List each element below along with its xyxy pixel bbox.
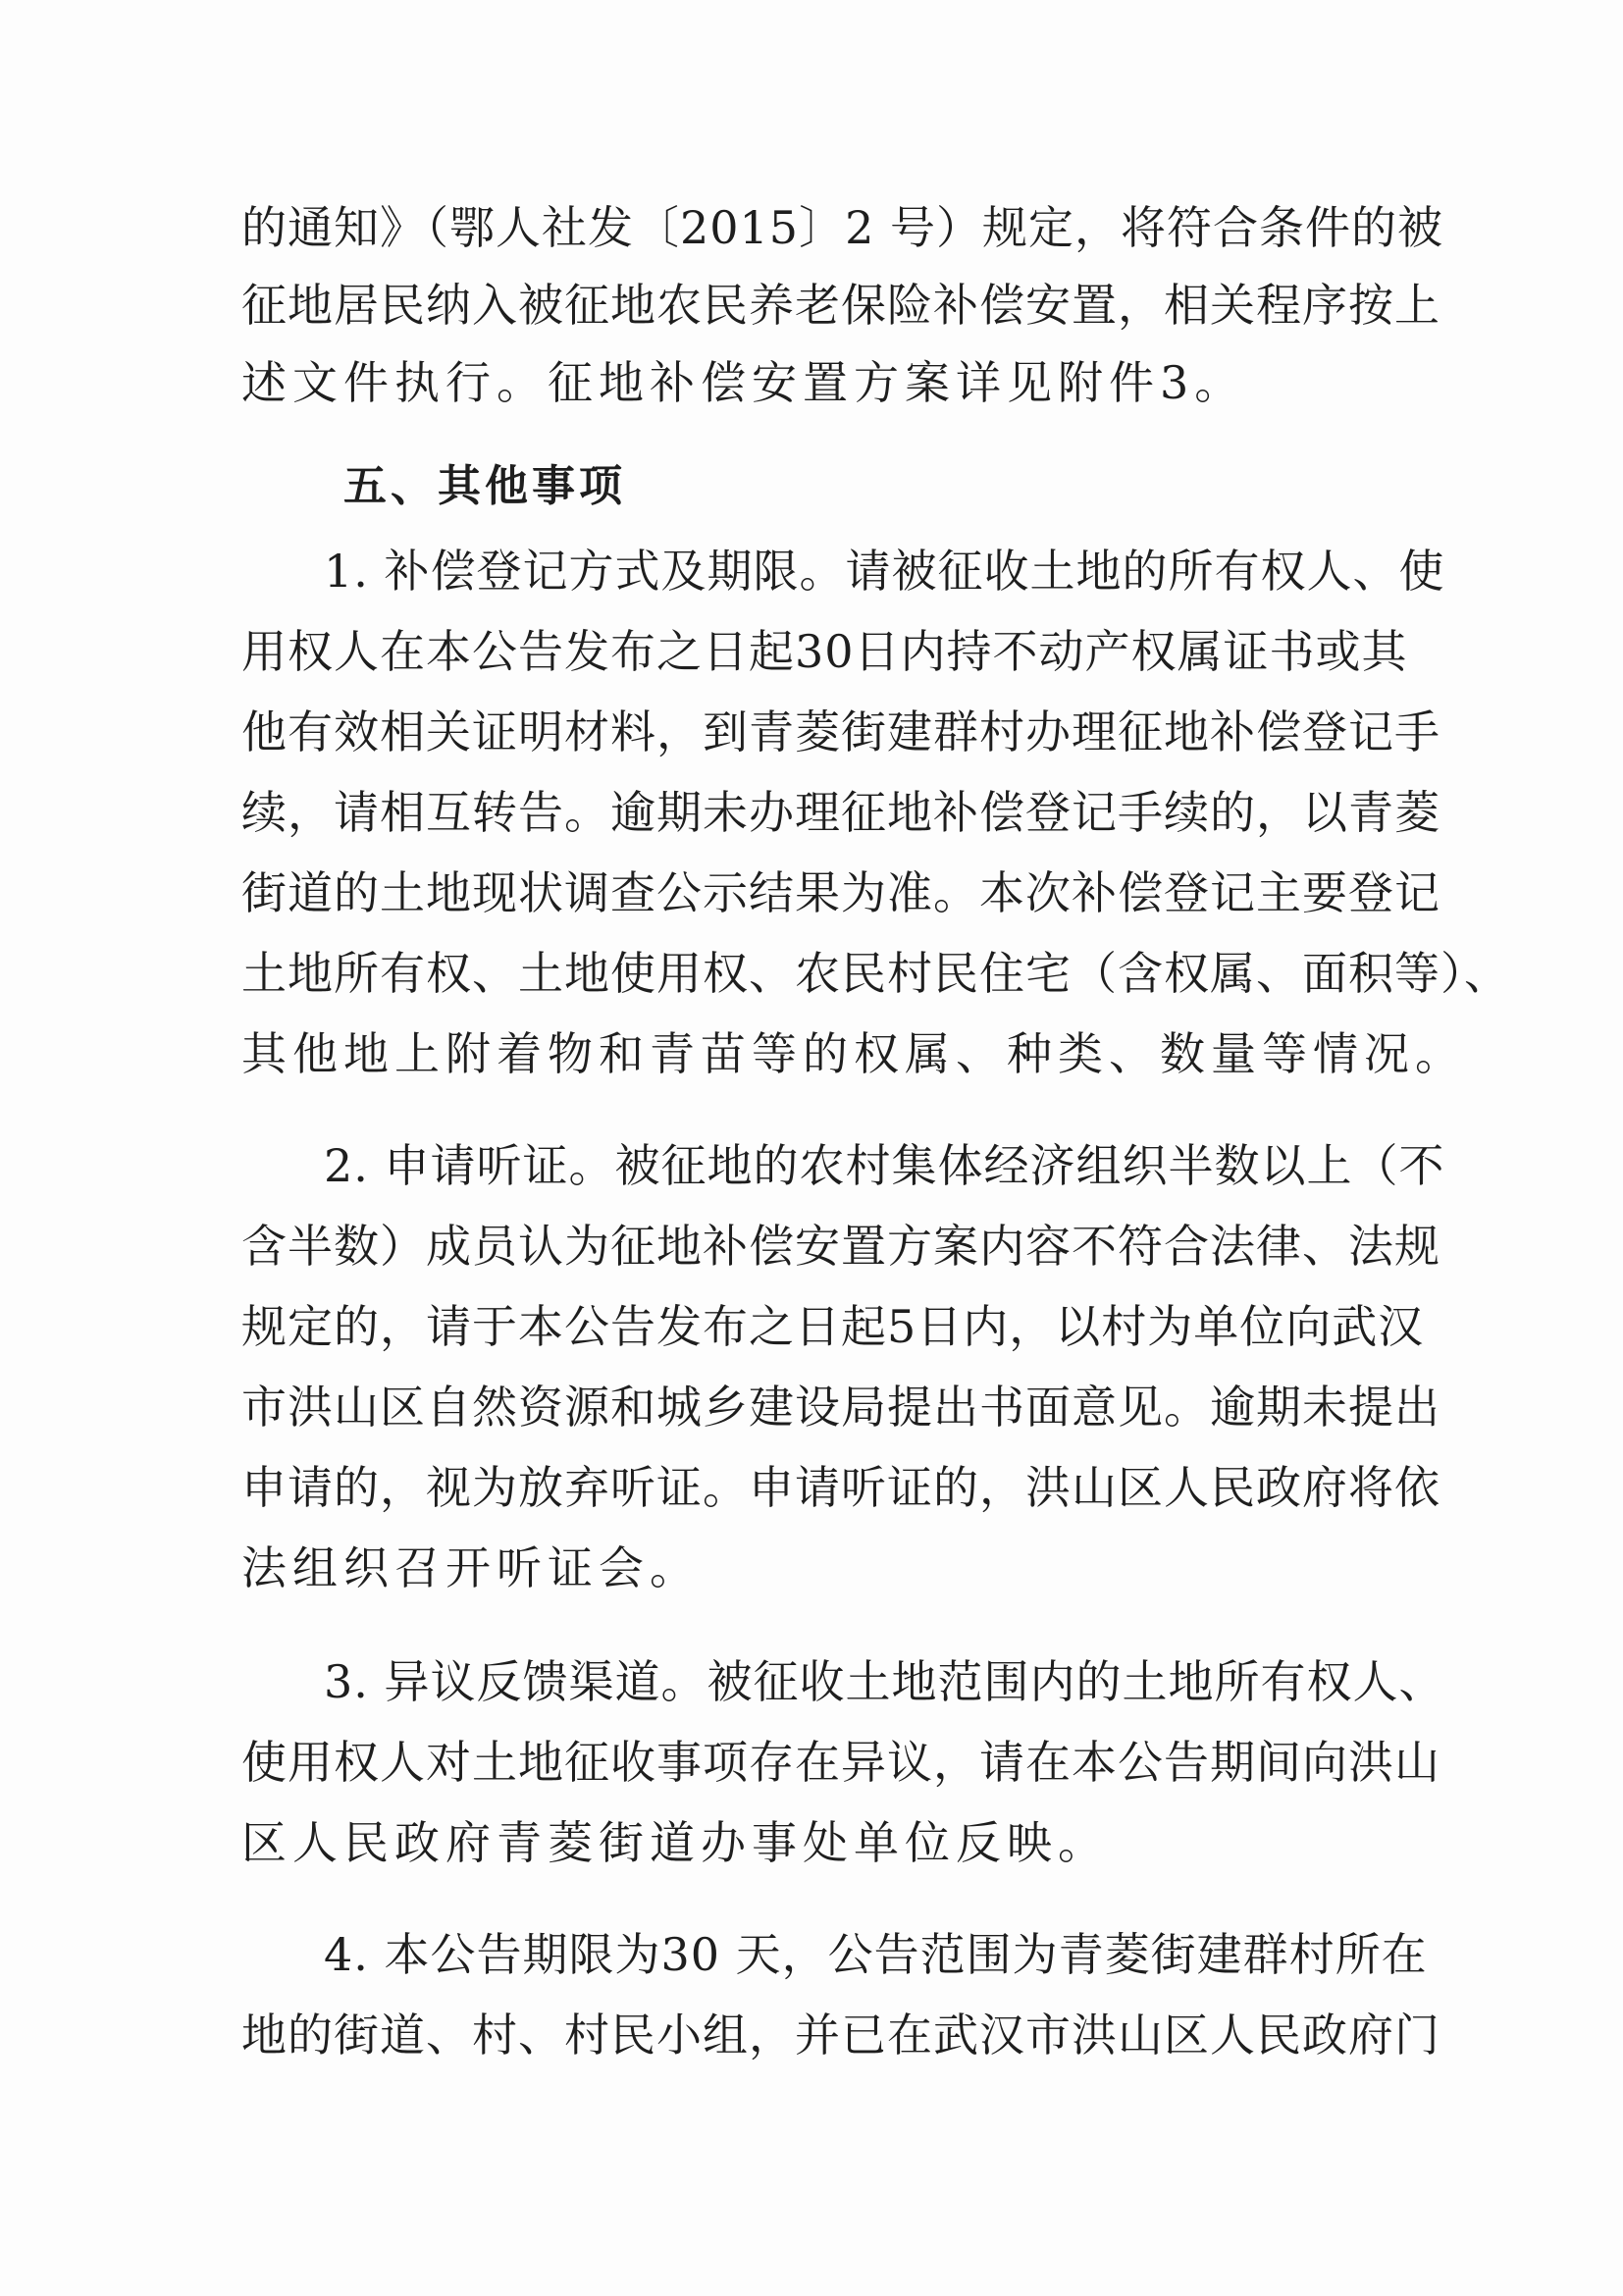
paragraph-line: 法组织召开听证会。	[241, 1541, 701, 1594]
paragraph-line: 土地所有权、土地使用权、农民村民住宅（含权属、面积等）、	[241, 947, 1510, 1000]
paragraph-line: 2. 申请听证。被征地的农村集体经济组织半数以上（不	[324, 1139, 1445, 1192]
paragraph-line: 4. 本公告期限为30 天，公告范围为青菱街建群村所在	[324, 1928, 1428, 1981]
section-heading: 五、其他事项	[343, 461, 626, 511]
paragraph-line: 续，请相互转告。逾期未办理征地补偿登记手续的，以青菱	[241, 786, 1440, 839]
paragraph-line: 用权人在本公告发布之日起30日内持不动产权属证书或其	[241, 625, 1408, 678]
paragraph-line: 地的街道、村、村民小组，并已在武汉市洪山区人民政府门	[241, 2009, 1440, 2061]
paragraph-line: 其他地上附着物和青苗等的权属、种类、数量等情况。	[241, 1027, 1466, 1080]
paragraph-line: 市洪山区自然资源和城乡建设局提出书面意见。逾期未提出	[241, 1381, 1440, 1434]
paragraph-line: 含半数）成员认为征地补偿安置方案内容不符合法律、法规	[241, 1220, 1440, 1273]
paragraph-line: 征地居民纳入被征地农民养老保险补偿安置，相关程序按上	[241, 279, 1440, 332]
paragraph-line: 的通知》（鄂人社发〔2015〕2 号）规定，将符合条件的被	[241, 201, 1443, 254]
paragraph-line: 规定的，请于本公告发布之日起5日内，以村为单位向武汉	[241, 1300, 1425, 1353]
paragraph-line: 区人民政府青菱街道办事处单位反映。	[241, 1816, 1109, 1869]
paragraph-line: 1. 补偿登记方式及期限。请被征收土地的所有权人、使	[324, 545, 1445, 598]
paragraph-line: 述文件执行。征地补偿安置方案详见附件3。	[241, 356, 1246, 409]
paragraph-line: 使用权人对土地征收事项存在异议，请在本公告期间向洪山	[241, 1736, 1440, 1789]
paragraph-line: 他有效相关证明材料，到青菱街建群村办理征地补偿登记手	[241, 705, 1440, 758]
paragraph-line: 申请的，视为放弃听证。申请听证的，洪山区人民政府将依	[241, 1461, 1440, 1514]
paragraph-line: 3. 异议反馈渠道。被征收土地范围内的土地所有权人、	[324, 1655, 1445, 1708]
paragraph-line: 街道的土地现状调查公示结果为准。本次补偿登记主要登记	[241, 866, 1440, 919]
